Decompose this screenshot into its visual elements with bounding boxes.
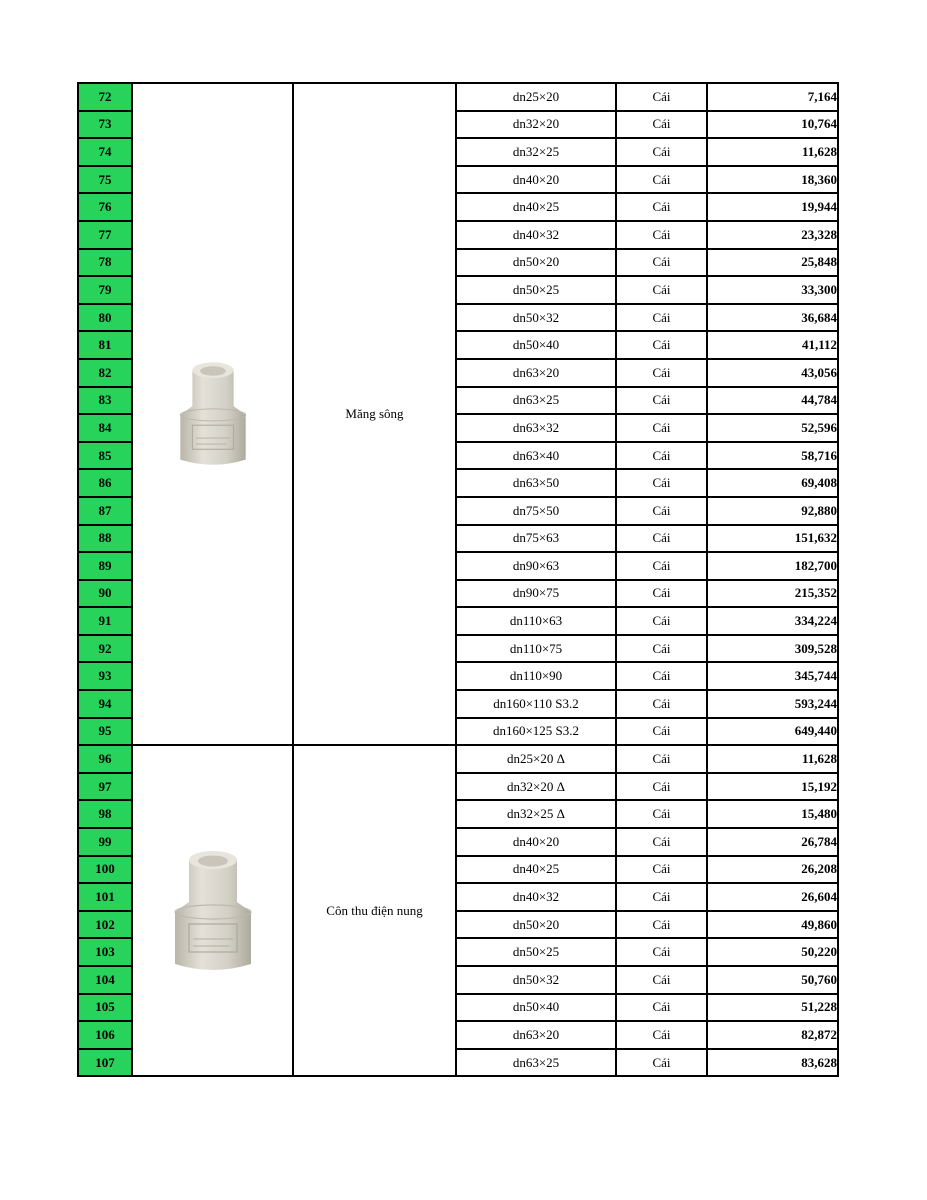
unit-label: Cái: [616, 166, 707, 194]
unit-price: 19,944: [707, 193, 838, 221]
unit-label: Cái: [616, 193, 707, 221]
product-image-cell: [132, 83, 293, 745]
row-number: 83: [78, 387, 132, 415]
unit-price: 7,164: [707, 83, 838, 111]
pipe-reducer-socket-image: [170, 352, 256, 476]
unit-price: 18,360: [707, 166, 838, 194]
unit-price: 11,628: [707, 745, 838, 773]
product-spec: dn40×20: [456, 166, 616, 194]
product-spec: dn32×25: [456, 138, 616, 166]
unit-label: Cái: [616, 856, 707, 884]
product-name: Măng sông: [293, 83, 456, 745]
unit-price: 41,112: [707, 331, 838, 359]
product-spec: dn50×25: [456, 938, 616, 966]
row-number: 99: [78, 828, 132, 856]
row-number: 94: [78, 690, 132, 718]
unit-label: Cái: [616, 331, 707, 359]
unit-label: Cái: [616, 497, 707, 525]
row-number: 85: [78, 442, 132, 470]
row-number: 89: [78, 552, 132, 580]
unit-label: Cái: [616, 249, 707, 277]
product-spec: dn50×32: [456, 966, 616, 994]
unit-label: Cái: [616, 635, 707, 663]
pipe-reducer-fitting-image: [161, 846, 265, 976]
unit-price: 345,744: [707, 662, 838, 690]
product-spec: dn63×25: [456, 1049, 616, 1077]
row-number: 104: [78, 966, 132, 994]
unit-label: Cái: [616, 690, 707, 718]
unit-price: 83,628: [707, 1049, 838, 1077]
product-spec: dn75×50: [456, 497, 616, 525]
table-row: [78, 83, 838, 111]
row-number: 86: [78, 469, 132, 497]
row-number: 92: [78, 635, 132, 663]
row-number: 96: [78, 745, 132, 773]
product-spec: dn32×20 Δ: [456, 773, 616, 801]
unit-label: Cái: [616, 276, 707, 304]
product-spec: dn50×25: [456, 276, 616, 304]
row-number: 91: [78, 607, 132, 635]
row-number: 84: [78, 414, 132, 442]
product-spec: dn110×75: [456, 635, 616, 663]
unit-price: 36,684: [707, 304, 838, 332]
unit-price: 26,604: [707, 883, 838, 911]
unit-price: 52,596: [707, 414, 838, 442]
unit-price: 309,528: [707, 635, 838, 663]
product-name: Côn thu điện nung: [293, 745, 456, 1076]
row-number: 82: [78, 359, 132, 387]
product-spec: dn50×32: [456, 304, 616, 332]
unit-price: 649,440: [707, 718, 838, 746]
unit-label: Cái: [616, 800, 707, 828]
unit-label: Cái: [616, 745, 707, 773]
row-number: 78: [78, 249, 132, 277]
row-number: 72: [78, 83, 132, 111]
product-spec: dn160×125 S3.2: [456, 718, 616, 746]
product-spec: dn90×75: [456, 580, 616, 608]
unit-price: 26,208: [707, 856, 838, 884]
row-number: 87: [78, 497, 132, 525]
unit-label: Cái: [616, 111, 707, 139]
unit-price: 26,784: [707, 828, 838, 856]
unit-label: Cái: [616, 607, 707, 635]
product-spec: dn40×20: [456, 828, 616, 856]
row-number: 73: [78, 111, 132, 139]
row-number: 88: [78, 525, 132, 553]
product-spec: dn40×32: [456, 883, 616, 911]
row-number: 90: [78, 580, 132, 608]
unit-price: 151,632: [707, 525, 838, 553]
row-number: 95: [78, 718, 132, 746]
unit-price: 50,220: [707, 938, 838, 966]
product-spec: dn110×63: [456, 607, 616, 635]
unit-price: 11,628: [707, 138, 838, 166]
unit-price: 50,760: [707, 966, 838, 994]
product-spec: dn110×90: [456, 662, 616, 690]
product-spec: dn40×25: [456, 193, 616, 221]
unit-price: 15,192: [707, 773, 838, 801]
unit-price: 182,700: [707, 552, 838, 580]
unit-label: Cái: [616, 304, 707, 332]
product-spec: dn32×25 Δ: [456, 800, 616, 828]
row-number: 75: [78, 166, 132, 194]
product-spec: dn25×20: [456, 83, 616, 111]
row-number: 98: [78, 800, 132, 828]
product-spec: dn75×63: [456, 525, 616, 553]
unit-label: Cái: [616, 994, 707, 1022]
unit-label: Cái: [616, 442, 707, 470]
unit-price: 92,880: [707, 497, 838, 525]
row-number: 79: [78, 276, 132, 304]
unit-price: 58,716: [707, 442, 838, 470]
unit-label: Cái: [616, 580, 707, 608]
product-spec: dn50×40: [456, 994, 616, 1022]
unit-price: 44,784: [707, 387, 838, 415]
product-spec: dn50×40: [456, 331, 616, 359]
unit-price: 51,228: [707, 994, 838, 1022]
unit-price: 69,408: [707, 469, 838, 497]
row-number: 93: [78, 662, 132, 690]
unit-label: Cái: [616, 1049, 707, 1077]
unit-price: 49,860: [707, 911, 838, 939]
product-spec: dn63×20: [456, 1021, 616, 1049]
product-spec: dn63×20: [456, 359, 616, 387]
product-spec: dn40×32: [456, 221, 616, 249]
row-number: 100: [78, 856, 132, 884]
unit-label: Cái: [616, 138, 707, 166]
unit-label: Cái: [616, 221, 707, 249]
row-number: 101: [78, 883, 132, 911]
product-spec: dn63×25: [456, 387, 616, 415]
row-number: 80: [78, 304, 132, 332]
unit-label: Cái: [616, 359, 707, 387]
unit-label: Cái: [616, 469, 707, 497]
product-spec: dn32×20: [456, 111, 616, 139]
row-number: 105: [78, 994, 132, 1022]
unit-label: Cái: [616, 525, 707, 553]
product-spec: dn40×25: [456, 856, 616, 884]
unit-label: Cái: [616, 966, 707, 994]
unit-price: 82,872: [707, 1021, 838, 1049]
product-spec: dn63×32: [456, 414, 616, 442]
row-number: 97: [78, 773, 132, 801]
unit-label: Cái: [616, 1021, 707, 1049]
unit-price: 43,056: [707, 359, 838, 387]
product-spec: dn160×110 S3.2: [456, 690, 616, 718]
unit-label: Cái: [616, 83, 707, 111]
unit-label: Cái: [616, 718, 707, 746]
product-spec: dn63×40: [456, 442, 616, 470]
table-row: [78, 745, 838, 773]
unit-label: Cái: [616, 883, 707, 911]
unit-label: Cái: [616, 773, 707, 801]
product-spec: dn90×63: [456, 552, 616, 580]
row-number: 103: [78, 938, 132, 966]
product-spec: dn50×20: [456, 911, 616, 939]
unit-label: Cái: [616, 387, 707, 415]
product-spec: dn63×50: [456, 469, 616, 497]
unit-price: 15,480: [707, 800, 838, 828]
product-spec: dn50×20: [456, 249, 616, 277]
unit-label: Cái: [616, 662, 707, 690]
unit-price: 215,352: [707, 580, 838, 608]
unit-price: 334,224: [707, 607, 838, 635]
unit-price: 23,328: [707, 221, 838, 249]
row-number: 77: [78, 221, 132, 249]
row-number: 76: [78, 193, 132, 221]
unit-price: 33,300: [707, 276, 838, 304]
row-number: 102: [78, 911, 132, 939]
unit-price: 593,244: [707, 690, 838, 718]
price-table: [77, 82, 839, 1077]
row-number: 81: [78, 331, 132, 359]
unit-label: Cái: [616, 552, 707, 580]
product-image-cell: [132, 745, 293, 1076]
unit-label: Cái: [616, 414, 707, 442]
row-number: 107: [78, 1049, 132, 1077]
row-number: 106: [78, 1021, 132, 1049]
row-number: 74: [78, 138, 132, 166]
unit-label: Cái: [616, 911, 707, 939]
unit-label: Cái: [616, 938, 707, 966]
unit-label: Cái: [616, 828, 707, 856]
unit-price: 25,848: [707, 249, 838, 277]
product-spec: dn25×20 Δ: [456, 745, 616, 773]
price-table-body: [78, 83, 838, 1076]
unit-price: 10,764: [707, 111, 838, 139]
